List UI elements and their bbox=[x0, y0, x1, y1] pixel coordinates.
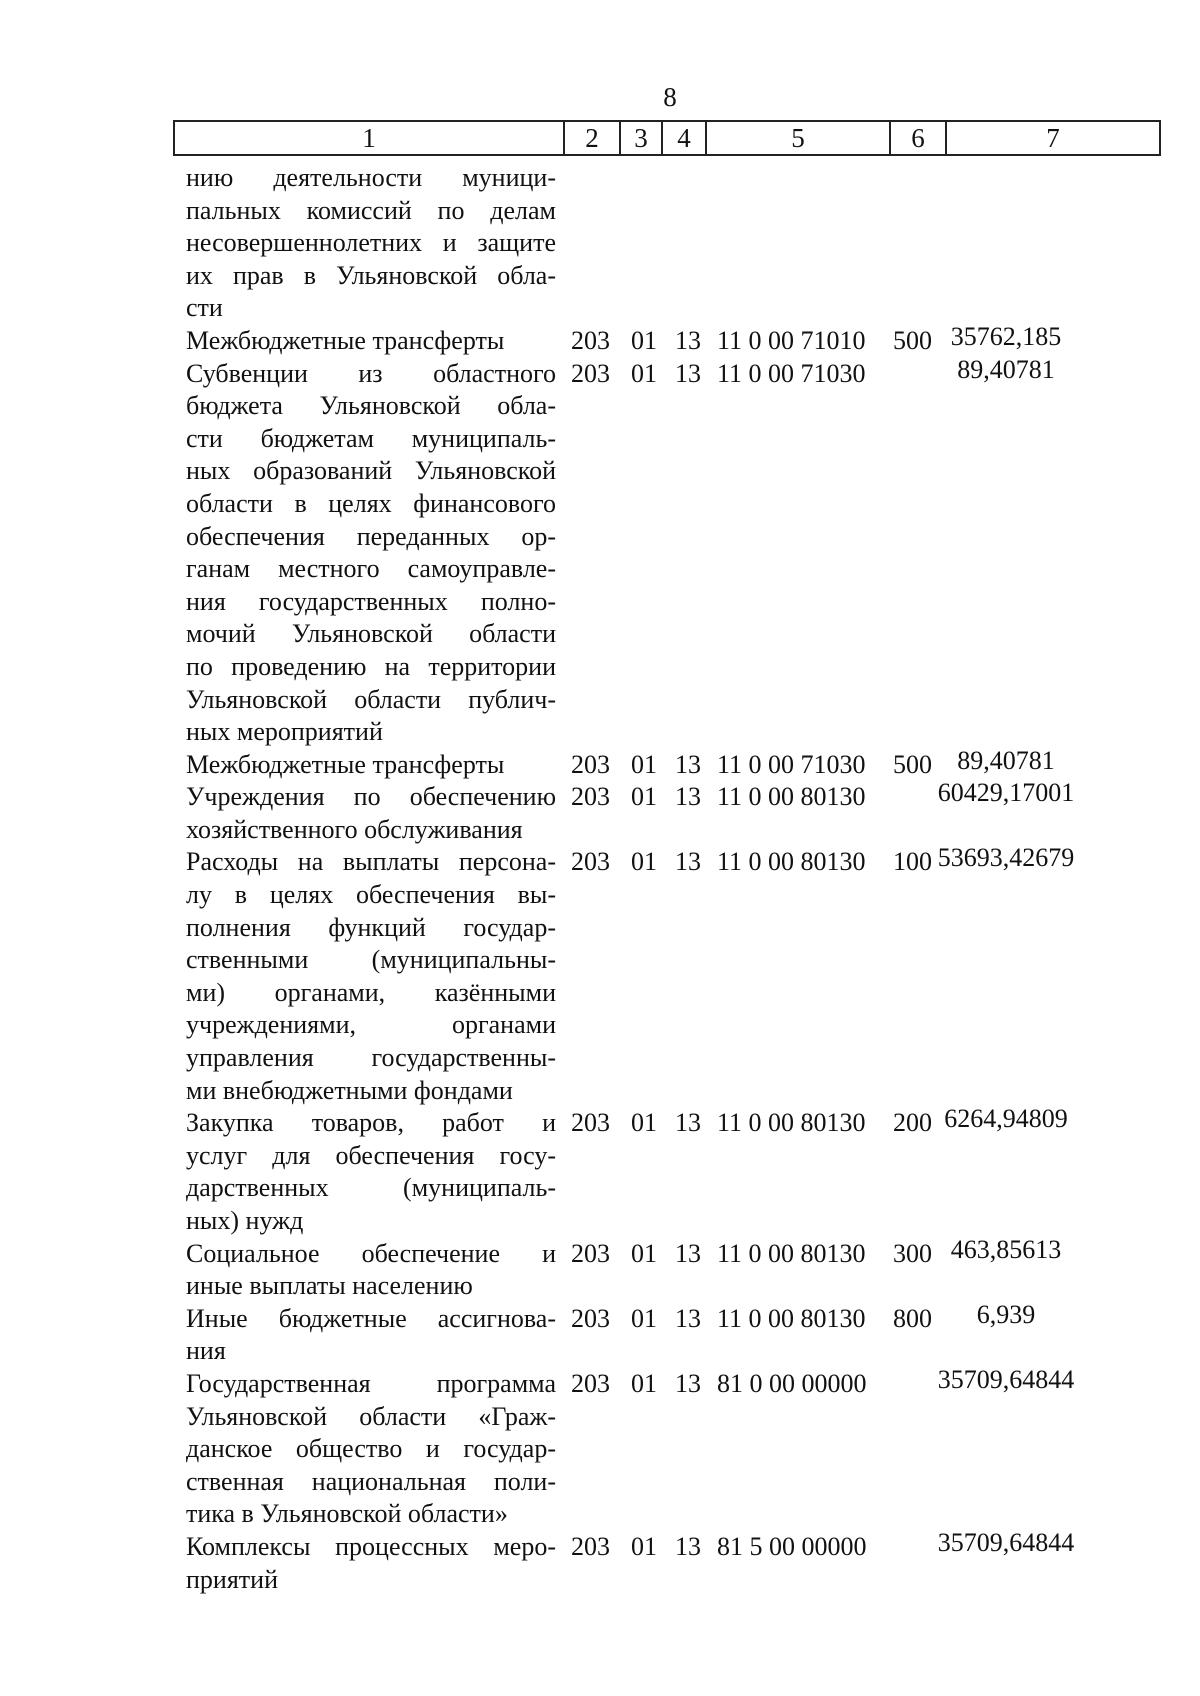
code-target-article: 11 0 00 71010 bbox=[717, 325, 866, 355]
code-ministry: 203 bbox=[571, 325, 610, 355]
table-row bbox=[186, 1527, 1166, 1596]
code-section: 01 bbox=[631, 1303, 657, 1333]
code-ministry: 203 bbox=[571, 1108, 610, 1138]
row-amount: 35709,64844 bbox=[937, 1364, 1075, 1394]
description-line: сти бюджетам муниципаль- bbox=[186, 423, 556, 453]
row-description bbox=[186, 325, 556, 358]
description-line: полнения функций государ- bbox=[186, 912, 556, 942]
code-ministry: 203 bbox=[571, 847, 610, 877]
row-codes bbox=[571, 1531, 949, 1564]
description-line: пальных комиссий по делам bbox=[186, 195, 556, 225]
row-amount: 35762,185 bbox=[950, 321, 1062, 351]
code-subsection: 13 bbox=[675, 1368, 701, 1398]
code-subsection: 13 bbox=[675, 1238, 701, 1268]
code-target-article: 11 0 00 71030 bbox=[717, 749, 866, 779]
row-amount: 60429,17001 bbox=[937, 778, 1075, 808]
code-expense-type: 500 bbox=[893, 749, 932, 779]
row-description bbox=[186, 846, 556, 1107]
header-col-3: 3 bbox=[621, 122, 663, 154]
row-amount: 463,85613 bbox=[950, 1234, 1062, 1264]
code-section: 01 bbox=[631, 1531, 657, 1561]
description-line: Ульяновской области «Граж- bbox=[186, 1401, 556, 1431]
row-description bbox=[186, 358, 556, 749]
description-line: дарственных (муниципаль- bbox=[186, 1173, 556, 1203]
description-line: нию деятельности муници- bbox=[186, 163, 556, 192]
description-line: услуг для обеспечения госу- bbox=[186, 1140, 556, 1170]
row-amount: 89,40781 bbox=[957, 745, 1055, 775]
header-col-1: 1 bbox=[175, 122, 565, 154]
code-subsection: 13 bbox=[675, 749, 701, 779]
code-section: 01 bbox=[631, 782, 657, 812]
description-line: учреждениями, органами bbox=[186, 1010, 556, 1040]
description-line: ных мероприятий bbox=[186, 717, 383, 747]
table-row bbox=[186, 1364, 1166, 1531]
code-expense-type: 500 bbox=[893, 325, 932, 355]
row-codes bbox=[571, 749, 949, 782]
row-description bbox=[186, 162, 556, 325]
row-description bbox=[186, 1238, 556, 1303]
row-description bbox=[186, 1303, 556, 1368]
code-ministry: 203 bbox=[571, 1368, 610, 1398]
code-target-article: 11 0 00 80130 bbox=[717, 1303, 866, 1333]
code-subsection: 13 bbox=[675, 325, 701, 355]
description-line: Учреждения по обеспечению bbox=[186, 782, 556, 812]
code-target-article: 11 0 00 80130 bbox=[717, 847, 866, 877]
code-subsection: 13 bbox=[675, 1303, 701, 1333]
description-line: данское общество и государ- bbox=[186, 1434, 556, 1464]
table-row bbox=[186, 778, 1166, 846]
code-subsection: 13 bbox=[675, 782, 701, 812]
row-codes bbox=[571, 781, 949, 814]
description-line: несовершеннолетних и защите bbox=[186, 228, 556, 258]
code-ministry: 203 bbox=[571, 358, 610, 388]
code-target-article: 81 0 00 00000 bbox=[717, 1368, 867, 1398]
description-line: Иные бюджетные ассигнова- bbox=[186, 1303, 556, 1333]
description-line: ственная национальная поли- bbox=[186, 1466, 556, 1496]
description-line: ганам местного самоуправле- bbox=[186, 554, 556, 584]
description-line: ми внебюджетными фондами bbox=[186, 1075, 513, 1105]
code-subsection: 13 bbox=[675, 358, 701, 388]
code-target-article: 11 0 00 71030 bbox=[717, 358, 866, 388]
description-line: Закупка товаров, работ и bbox=[186, 1108, 556, 1138]
description-line: Государственная программа bbox=[186, 1368, 556, 1398]
description-line: Ульяновской области публич- bbox=[186, 684, 556, 714]
row-amount: 53693,42679 bbox=[937, 843, 1075, 873]
table-row bbox=[186, 1104, 1166, 1237]
description-line: их прав в Ульяновской обла- bbox=[186, 260, 556, 290]
table-row bbox=[186, 1299, 1166, 1368]
row-codes bbox=[571, 325, 949, 358]
row-codes bbox=[571, 846, 949, 879]
description-line: приятий bbox=[186, 1564, 278, 1594]
code-ministry: 203 bbox=[571, 749, 610, 779]
code-section: 01 bbox=[631, 749, 657, 779]
description-line: ния государственных полно- bbox=[186, 586, 556, 616]
code-subsection: 13 bbox=[675, 1108, 701, 1138]
description-line: Межбюджетные трансферты bbox=[186, 749, 505, 779]
header-col-6: 6 bbox=[891, 122, 947, 154]
row-codes bbox=[571, 358, 949, 391]
description-line: по проведению на территории bbox=[186, 651, 556, 681]
table-header bbox=[173, 120, 1161, 156]
description-line: ми) органами, казёнными bbox=[186, 977, 556, 1007]
row-amount: 89,40781 bbox=[957, 354, 1055, 384]
code-ministry: 203 bbox=[571, 782, 610, 812]
description-line: ных) нужд bbox=[186, 1206, 304, 1235]
description-line: иные выплаты населению bbox=[186, 1271, 473, 1301]
description-line: Расходы на выплаты персона- bbox=[186, 847, 556, 877]
code-expense-type: 800 bbox=[893, 1303, 932, 1333]
description-line: лу в целях обеспечения вы- bbox=[186, 880, 556, 910]
code-target-article: 11 0 00 80130 bbox=[717, 1108, 866, 1138]
code-target-article: 11 0 00 80130 bbox=[717, 1238, 866, 1268]
description-line: мочий Ульяновской области bbox=[186, 619, 556, 649]
row-codes bbox=[571, 1238, 949, 1271]
row-codes bbox=[571, 1368, 949, 1401]
description-line: управления государственны- bbox=[186, 1043, 556, 1073]
description-line: Межбюджетные трансферты bbox=[186, 325, 505, 355]
description-line: тика в Ульяновской области» bbox=[186, 1499, 508, 1529]
description-line: бюджета Ульяновской обла- bbox=[186, 391, 556, 421]
row-codes bbox=[571, 1303, 949, 1336]
code-ministry: 203 bbox=[571, 1531, 610, 1561]
description-line: хозяйственного обслуживания bbox=[186, 814, 523, 844]
table-row bbox=[186, 354, 1166, 749]
code-ministry: 203 bbox=[571, 1303, 610, 1333]
row-description bbox=[186, 749, 556, 782]
page-number: 8 bbox=[663, 82, 677, 112]
header-col-7: 7 bbox=[1046, 123, 1060, 153]
description-line: ственными (муниципальны- bbox=[186, 945, 556, 975]
row-description bbox=[186, 1368, 556, 1531]
table-row bbox=[186, 1234, 1166, 1303]
description-line: Субвенции из областного bbox=[186, 358, 556, 388]
code-ministry: 203 bbox=[571, 1238, 610, 1268]
row-amount: 35709,64844 bbox=[937, 1527, 1075, 1557]
row-description bbox=[186, 1107, 556, 1237]
description-line: сти bbox=[186, 293, 223, 323]
code-section: 01 bbox=[631, 1108, 657, 1138]
code-section: 01 bbox=[631, 847, 657, 877]
row-amount: 6,939 bbox=[976, 1299, 1036, 1329]
code-section: 01 bbox=[631, 325, 657, 355]
code-expense-type: 200 bbox=[893, 1108, 932, 1138]
code-section: 01 bbox=[631, 1238, 657, 1268]
header-col-2: 2 bbox=[565, 122, 621, 154]
description-line: обеспечения переданных ор- bbox=[186, 521, 556, 551]
code-section: 01 bbox=[631, 1368, 657, 1398]
row-codes bbox=[571, 162, 949, 195]
code-section: 01 bbox=[631, 358, 657, 388]
header-col-4: 4 bbox=[663, 122, 707, 154]
row-description bbox=[186, 1531, 556, 1596]
code-target-article: 11 0 00 80130 bbox=[717, 782, 866, 812]
description-line: области в целях финансового bbox=[186, 488, 556, 518]
code-subsection: 13 bbox=[675, 1531, 701, 1561]
table-row bbox=[186, 843, 1166, 1107]
table-row bbox=[186, 162, 1166, 325]
row-codes bbox=[571, 1107, 949, 1140]
row-description bbox=[186, 781, 556, 846]
description-line: ных образований Ульяновской bbox=[186, 456, 556, 486]
code-target-article: 81 5 00 00000 bbox=[717, 1531, 867, 1561]
code-expense-type: 300 bbox=[893, 1238, 932, 1268]
table-body bbox=[186, 162, 1166, 1596]
description-line: Комплексы процессных меро- bbox=[186, 1531, 556, 1561]
description-line: ния bbox=[186, 1336, 226, 1366]
description-line: Социальное обеспечение и bbox=[186, 1238, 556, 1268]
header-col-5: 5 bbox=[707, 122, 891, 154]
code-expense-type: 100 bbox=[893, 847, 932, 877]
code-subsection: 13 bbox=[675, 847, 701, 877]
row-amount: 6264,94809 bbox=[944, 1104, 1068, 1134]
